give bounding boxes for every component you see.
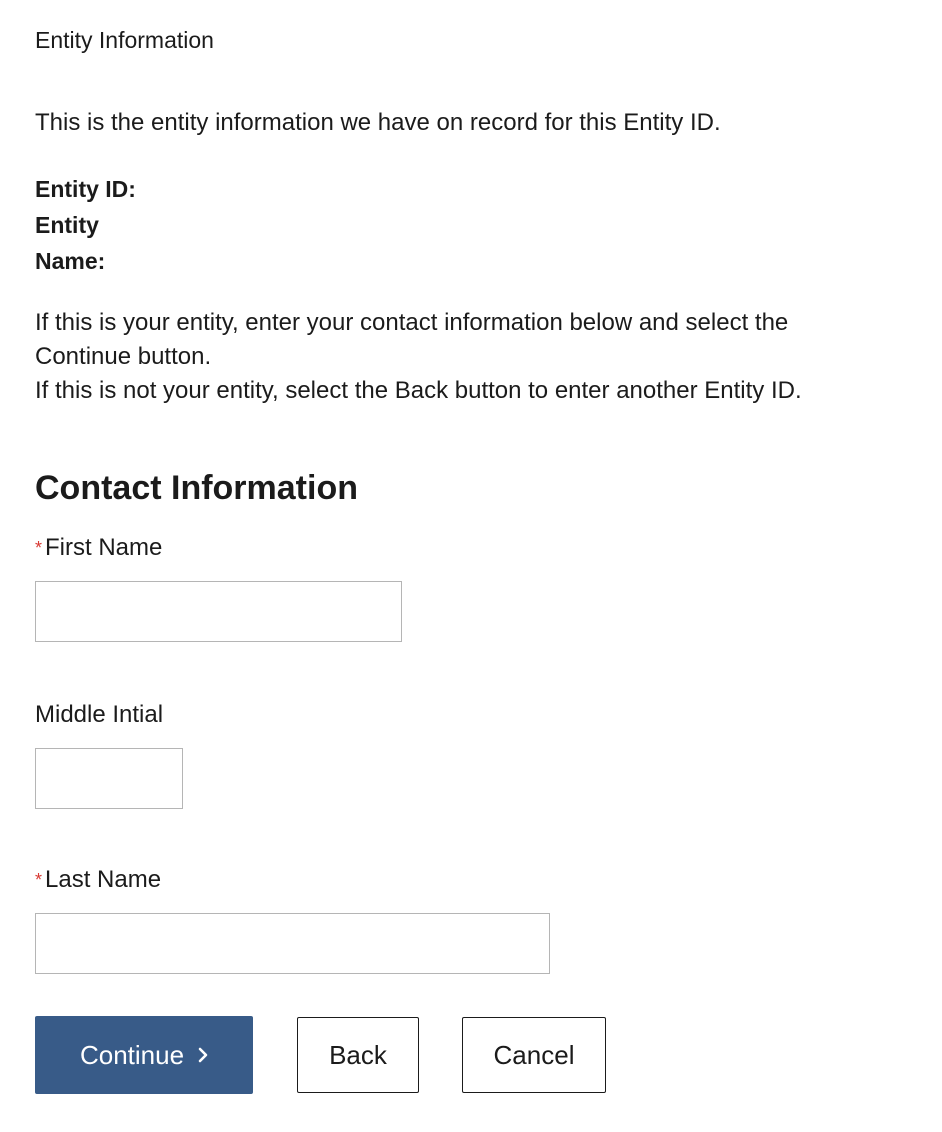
middle-initial-label [35, 700, 163, 730]
first-name-label [35, 533, 162, 563]
instruction-line: Continue button. [35, 343, 212, 370]
entity-section-label: Entity Information [35, 27, 214, 53]
last-name-label-text: Last Name [45, 866, 162, 893]
required-marker: * [35, 538, 43, 558]
instruction-line: If this is your entity, enter your contact information below and select the [35, 309, 789, 336]
required-marker: * [35, 870, 43, 890]
back-button[interactable] [297, 1017, 419, 1093]
entity-intro-text: This is the entity information we have on record for this Entity ID. [35, 109, 721, 136]
first-name-input[interactable] [35, 581, 402, 642]
middle-initial-input[interactable] [35, 748, 183, 809]
first-name-label-text: First Name [45, 534, 163, 561]
entity-id-label: Entity ID: [35, 176, 136, 202]
entity-name-label-line1: Entity [35, 212, 99, 238]
instruction-line: If this is not your entity, select the Back button to enter another Entity ID. [35, 377, 802, 404]
entity-instructions [35, 306, 915, 408]
continue-button[interactable] [35, 1016, 253, 1094]
back-button-label: Back [329, 1039, 387, 1070]
contact-information-heading: Contact Information [35, 469, 358, 507]
cancel-button-label: Cancel [493, 1039, 575, 1070]
last-name-label [35, 865, 161, 895]
chevron-right-icon [198, 1047, 208, 1063]
last-name-input[interactable] [35, 913, 550, 974]
middle-initial-label-text: Middle Intial [35, 701, 164, 728]
entity-name-label-line2: Name: [35, 248, 106, 274]
entity-details [35, 171, 135, 279]
continue-button-label: Continue [79, 1039, 185, 1070]
cancel-button[interactable] [462, 1017, 606, 1093]
